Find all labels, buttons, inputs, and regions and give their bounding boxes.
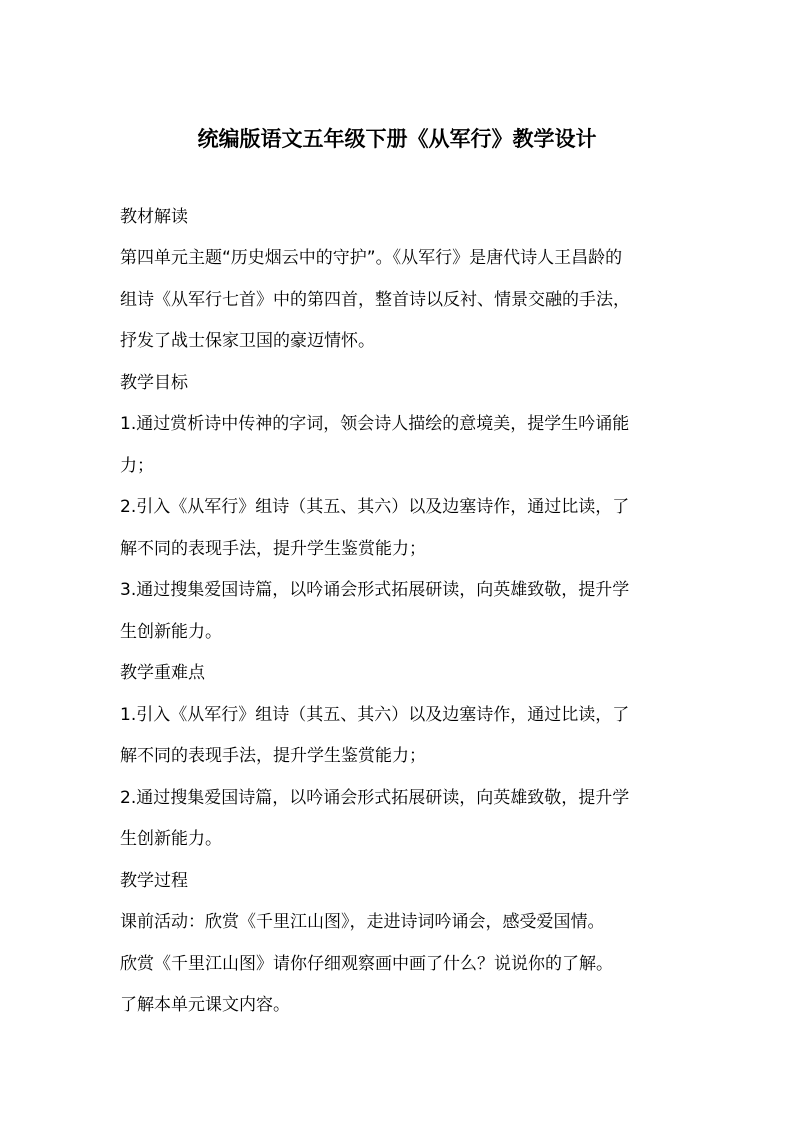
section-heading-goals: 教学目标 [120,373,188,393]
paragraph-line: 课前活动：欣赏《千里江山图》，走进诗词吟诵会，感受爱国情。 [120,912,605,932]
paragraph-line: 1.通过赏析诗中传神的字词，领会诗人描绘的意境美，提学生吟诵能 [120,414,630,434]
paragraph-line: 抒发了战士保家卫国的豪迈情怀。 [120,331,375,351]
paragraph-line: 组诗《从军行七首》中的第四首，整首诗以反衬、情景交融的手法， [120,290,630,310]
section-heading-key-points: 教学重难点 [120,663,205,683]
paragraph-line: 3.通过搜集爱国诗篇，以吟诵会形式拓展研读，向英雄致敬，提升学 [120,580,630,600]
paragraph-line: 2.引入《从军行》组诗（其五、其六）以及边塞诗作，通过比读，了 [120,497,630,517]
paragraph-line: 欣赏《千里江山图》请你仔细观察画中画了什么？说说你的了解。 [120,954,613,974]
paragraph-line: 生创新能力。 [120,622,222,642]
paragraph-line: 解不同的表现手法，提升学生鉴赏能力； [120,746,426,766]
paragraph-line: 解不同的表现手法，提升学生鉴赏能力； [120,539,426,559]
paragraph-line: 第四单元主题“历史烟云中的守护”。《从军行》是唐代诗人王昌龄的 [120,248,623,268]
paragraph-line: 了解本单元课文内容。 [120,995,290,1015]
paragraph-line: 力； [120,456,154,476]
paragraph-line: 生创新能力。 [120,829,222,849]
document-title: 统编版语文五年级下册《从军行》教学设计 [197,127,597,151]
section-heading-textbook: 教材解读 [120,207,188,227]
paragraph-line: 1.引入《从军行》组诗（其五、其六）以及边塞诗作，通过比读，了 [120,705,630,725]
paragraph-line: 2.通过搜集爱国诗篇，以吟诵会形式拓展研读，向英雄致敬，提升学 [120,788,630,808]
section-heading-process: 教学过程 [120,871,188,891]
